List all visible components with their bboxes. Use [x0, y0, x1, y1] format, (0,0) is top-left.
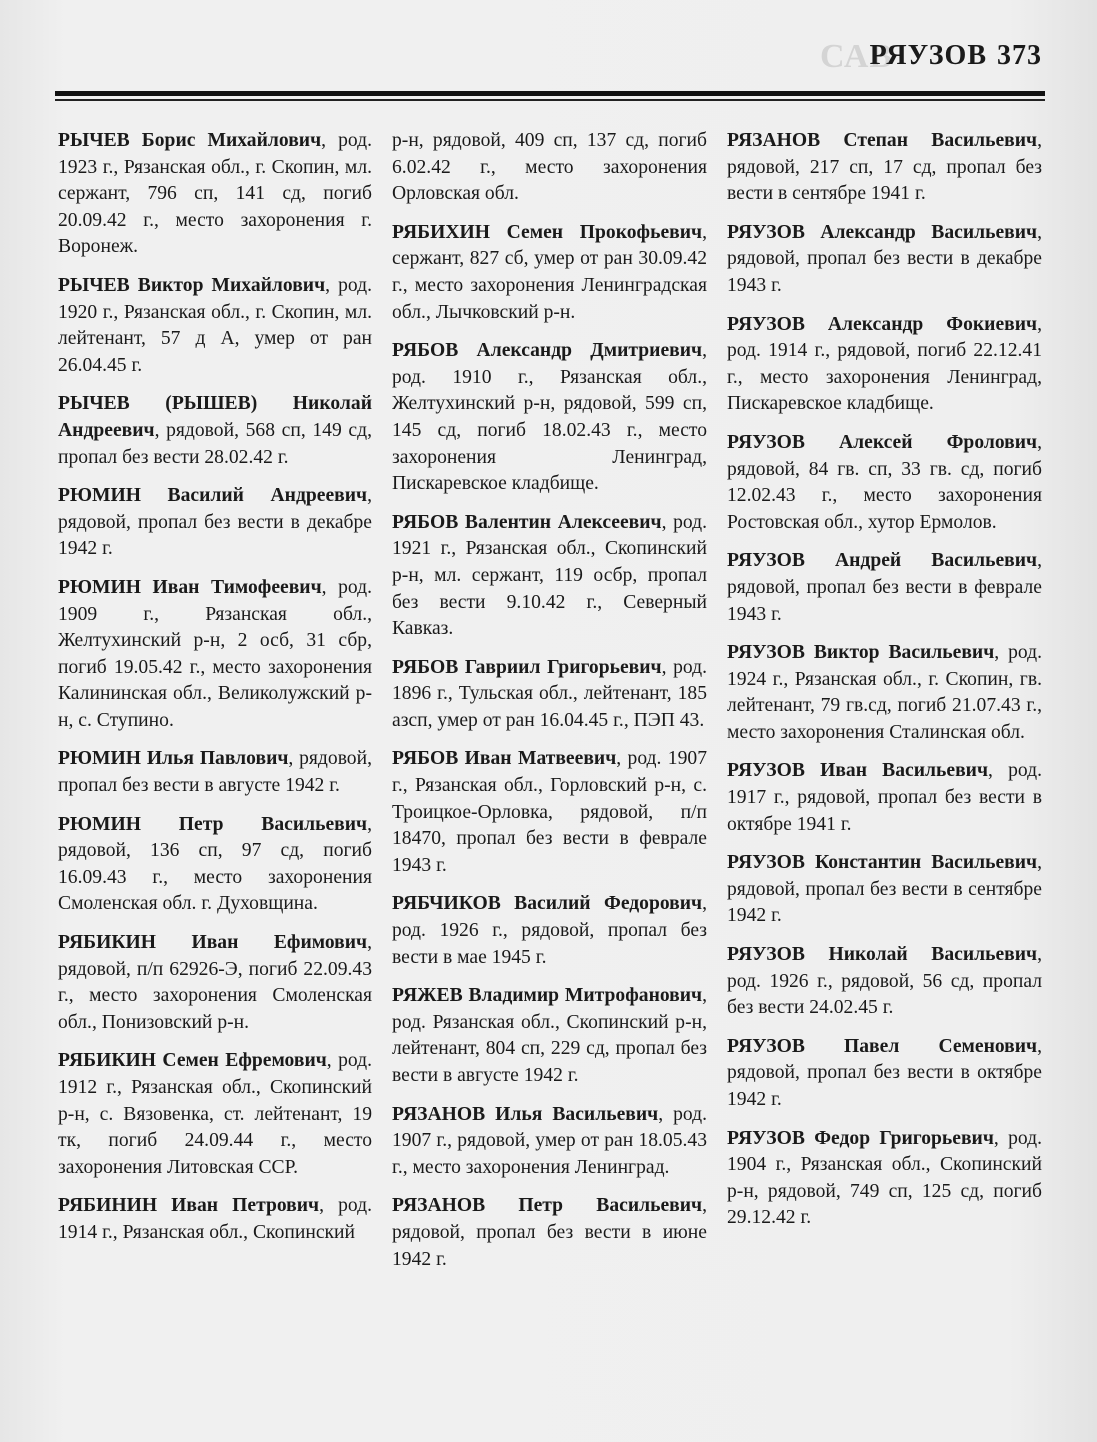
entry-details: , род. 1907 г., рядовой, умер от ран 18.05.43 г., место захоронения Ленинград. — [392, 1103, 707, 1178]
entry — [58, 1193, 372, 1246]
entry-details: , рядовой, пропал без вести в декабре 1942 г. — [58, 485, 372, 560]
entry-details: , рядовой, пропал без вести в октябре 1942 г. — [727, 1035, 1042, 1110]
entry — [392, 338, 707, 498]
entry-name: РЯУЗОВ Павел Семенович — [727, 1035, 1038, 1057]
entry — [392, 655, 707, 735]
entry — [727, 430, 1042, 536]
entry-name: РЯБИХИН Семен Прокофьевич — [392, 221, 703, 243]
entry — [392, 891, 707, 971]
entry — [58, 746, 372, 799]
entry-name: РЯЗАНОВ Петр Васильевич — [392, 1195, 703, 1217]
running-head-title: РЯУЗОВ — [869, 40, 987, 71]
entry — [727, 548, 1042, 628]
entry-name: РЯБОВ Валентин Алексеевич — [392, 511, 662, 533]
entry-name: РЯУЗОВ Виктор Васильевич — [727, 642, 995, 664]
entry-name: РЯУЗОВ Алексей Фролович — [727, 431, 1038, 453]
entry — [727, 942, 1042, 1022]
running-head — [870, 40, 1042, 72]
column-1 — [58, 128, 372, 1285]
entry — [727, 1126, 1042, 1232]
entry-name: РЯБОВ Александр Дмитриевич — [392, 340, 703, 362]
column-2 — [392, 128, 707, 1285]
entry-details: , род. 1923 г., Рязанская обл., г. Скопин, мл. сержант, 796 сп, 141 сд, погиб 20.09.42 г., место захоронения г. Воронеж. — [58, 130, 372, 258]
entry-details: , род. 1924 г., Рязанская обл., г. Скопин, гв. лейтенант, 79 гв.сд, погиб 21.07.43 г., место захоронения Сталинская обл. — [727, 642, 1042, 743]
entry — [727, 128, 1042, 208]
entry-name: РЯУЗОВ Андрей Васильевич — [727, 550, 1038, 572]
entry-details: , рядовой, пропал без вести в феврале 1943 г. — [727, 550, 1042, 625]
entry-name: РЯУЗОВ Федор Григорьевич — [727, 1127, 994, 1149]
entry-name: РЯУЗОВ Иван Васильевич — [727, 760, 989, 782]
entry-details: , род. 1907 г., Рязанская обл., Горловский р-н, с. Троицкое-Орловка, рядовой, п/п 18470, пропал без вести в феврале 1943 г. — [392, 748, 707, 876]
entry — [392, 220, 707, 326]
entry-name: РЯУЗОВ Николай Васильевич — [727, 944, 1038, 966]
entry-name: РЫЧЕВ (РЫШЕВ) Николай Андреевич — [58, 393, 372, 441]
entry-details: , род. 1896 г., Тульская обл., лейтенант, 185 азсп, умер от ран 16.04.45 г., ПЭП 43. — [392, 656, 707, 731]
entry-name: РЯЗАНОВ Степан Васильевич — [727, 130, 1038, 151]
entry-name: РЯБЧИКОВ Василий Федорович — [392, 893, 703, 915]
entry-name: РЯЗАНОВ Илья Васильевич — [392, 1103, 659, 1125]
entry-details: , рядовой, пропал без вести в июне 1942 г. — [392, 1195, 707, 1270]
entry-details: , род. 1904 г., Рязанская обл., Скопинский р-н, рядовой, 749 сп, 125 сд, погиб 29.12.42 г. — [727, 1127, 1042, 1229]
text-columns — [58, 128, 1042, 1285]
entry-name: РЯБОВ Иван Матвеевич — [392, 748, 617, 770]
entry-name: РЯБИКИН Иван Ефимович — [58, 932, 368, 954]
entry-name: РЯУЗОВ Александр Фокиевич — [727, 313, 1038, 335]
entry-details: , род. 1926 г., рядовой, 56 сд, пропал без вести 24.02.45 г. — [727, 944, 1042, 1019]
entry — [727, 312, 1042, 418]
header-rule-thick — [55, 91, 1045, 96]
entry — [727, 1034, 1042, 1114]
entry-details: , род. 1920 г., Рязанская обл., г. Скопин, мл. лейтенант, 57 д А, умер от ран 26.04.45 г. — [58, 274, 372, 376]
entry — [392, 983, 707, 1089]
entry-details: , род. 1910 г., Рязанская обл., Желтухинский р-н, рядовой, 599 сп, 145 сд, погиб 18.02.43 г., место захоронения Ленинград, Пискаревское кладбище. — [392, 340, 707, 495]
entry — [392, 1193, 707, 1273]
entry — [727, 758, 1042, 838]
entry — [58, 1048, 372, 1181]
entry — [392, 746, 707, 879]
entry — [727, 640, 1042, 746]
entry — [58, 391, 372, 471]
page-number: 373 — [997, 40, 1042, 71]
entry-details: , род. 1914 г., Рязанская обл., Скопинский — [58, 1195, 372, 1243]
entry — [392, 128, 707, 208]
entry-details: , род. Рязанская обл., Скопинский р-н, лейтенант, 804 сп, 229 сд, пропал без вести в августе 1942 г. — [392, 985, 707, 1086]
entry — [58, 930, 372, 1036]
bleed-through-text: САВ — [820, 38, 894, 75]
entry-name: РЮМИН Петр Васильевич — [58, 813, 368, 835]
entry — [727, 220, 1042, 300]
entry-details: р-н, рядовой, 409 сп, 137 сд, погиб 6.02.42 г., место захоронения Орловская обл. — [392, 130, 707, 205]
entry-details: , род. 1926 г., рядовой, пропал без вести в мае 1945 г. — [392, 893, 707, 968]
entry-details: , род. 1909 г., Рязанская обл., Желтухинский р-н, 2 осб, 31 сбр, погиб 19.05.42 г., место захоронения Калининская обл., Великолужский р-н, с. Ступино. — [58, 576, 372, 731]
entry-details: , сержант, 827 сб, умер от ран 30.09.42 г., место захоронения Ленинградская обл., Лычковский р-н. — [392, 221, 707, 323]
entry-details: , рядовой, 217 сп, 17 сд, пропал без вести в сентябре 1941 г. — [727, 130, 1042, 205]
entry-name: РЯУЗОВ Александр Васильевич — [727, 221, 1038, 243]
entry-details: , рядовой, пропал без вести в сентябре 1942 г. — [727, 852, 1042, 927]
entry — [392, 1102, 707, 1182]
entry-name: РЮМИН Иван Тимофеевич — [58, 576, 322, 598]
entry-name: РЯБИКИН Семен Ефремович — [58, 1050, 327, 1072]
entry — [58, 273, 372, 379]
entry-name: РЫЧЕВ Борис Михайлович — [58, 130, 322, 151]
entry-details: , род. 1914 г., рядовой, погиб 22.12.41 г., место захоронения Ленинград, Пискаревское кладбище. — [727, 313, 1042, 415]
column-3 — [727, 128, 1042, 1285]
entry-details: , рядовой, 84 гв. сп, 33 гв. сд, погиб 12.02.43 г., место захоронения Ростовская обл., хутор Ермолов. — [727, 431, 1042, 533]
entry-details: , рядовой, пропал без вести в декабре 1943 г. — [727, 221, 1042, 296]
entry-details: , род. 1917 г., рядовой, пропал без вести в октябре 1941 г. — [727, 760, 1042, 835]
entry-details: , рядовой, 568 сп, 149 сд, пропал без вести 28.02.42 г. — [58, 419, 372, 468]
entry — [58, 483, 372, 563]
entry-name: РЯЖЕВ Владимир Митрофанович — [392, 985, 703, 1007]
entry-name: РЯБИНИН Иван Петрович — [58, 1195, 320, 1217]
entry-name: РЯУЗОВ Константин Васильевич — [727, 852, 1038, 874]
entry-name: РЮМИН Василий Андреевич — [58, 485, 368, 507]
entry-name: РЯБОВ Гавриил Григорьевич — [392, 656, 662, 678]
entry-details: , рядовой, п/п 62926-Э, погиб 22.09.43 г., место захоронения Смоленская обл., Понизовский р-н. — [58, 932, 372, 1033]
header-rule-thin — [55, 99, 1045, 101]
entry — [58, 575, 372, 735]
entry — [58, 812, 372, 918]
entry-details: , рядовой, пропал без вести в августе 1942 г. — [58, 748, 372, 797]
entry-details: , род. 1912 г., Рязанская обл., Скопинский р-н, с. Вязовенка, ст. лейтенант, 19 тк, погиб 24.09.44 г., место захоронения Литовская ССР. — [58, 1050, 372, 1178]
entry — [727, 850, 1042, 930]
entry — [392, 510, 707, 643]
entry-details: , род. 1921 г., Рязанская обл., Скопинский р-н, мл. сержант, 119 осбр, пропал без вести 9.10.42 г., Северный Кавказ. — [392, 511, 707, 640]
entry-details: , рядовой, 136 сп, 97 сд, погиб 16.09.43 г., место захоронения Смоленская обл. г. Духовщина. — [58, 813, 372, 915]
entry-name: РЮМИН Илья Павлович — [58, 748, 289, 770]
entry-name: РЫЧЕВ Виктор Михайлович — [58, 274, 326, 296]
entry — [58, 128, 372, 261]
